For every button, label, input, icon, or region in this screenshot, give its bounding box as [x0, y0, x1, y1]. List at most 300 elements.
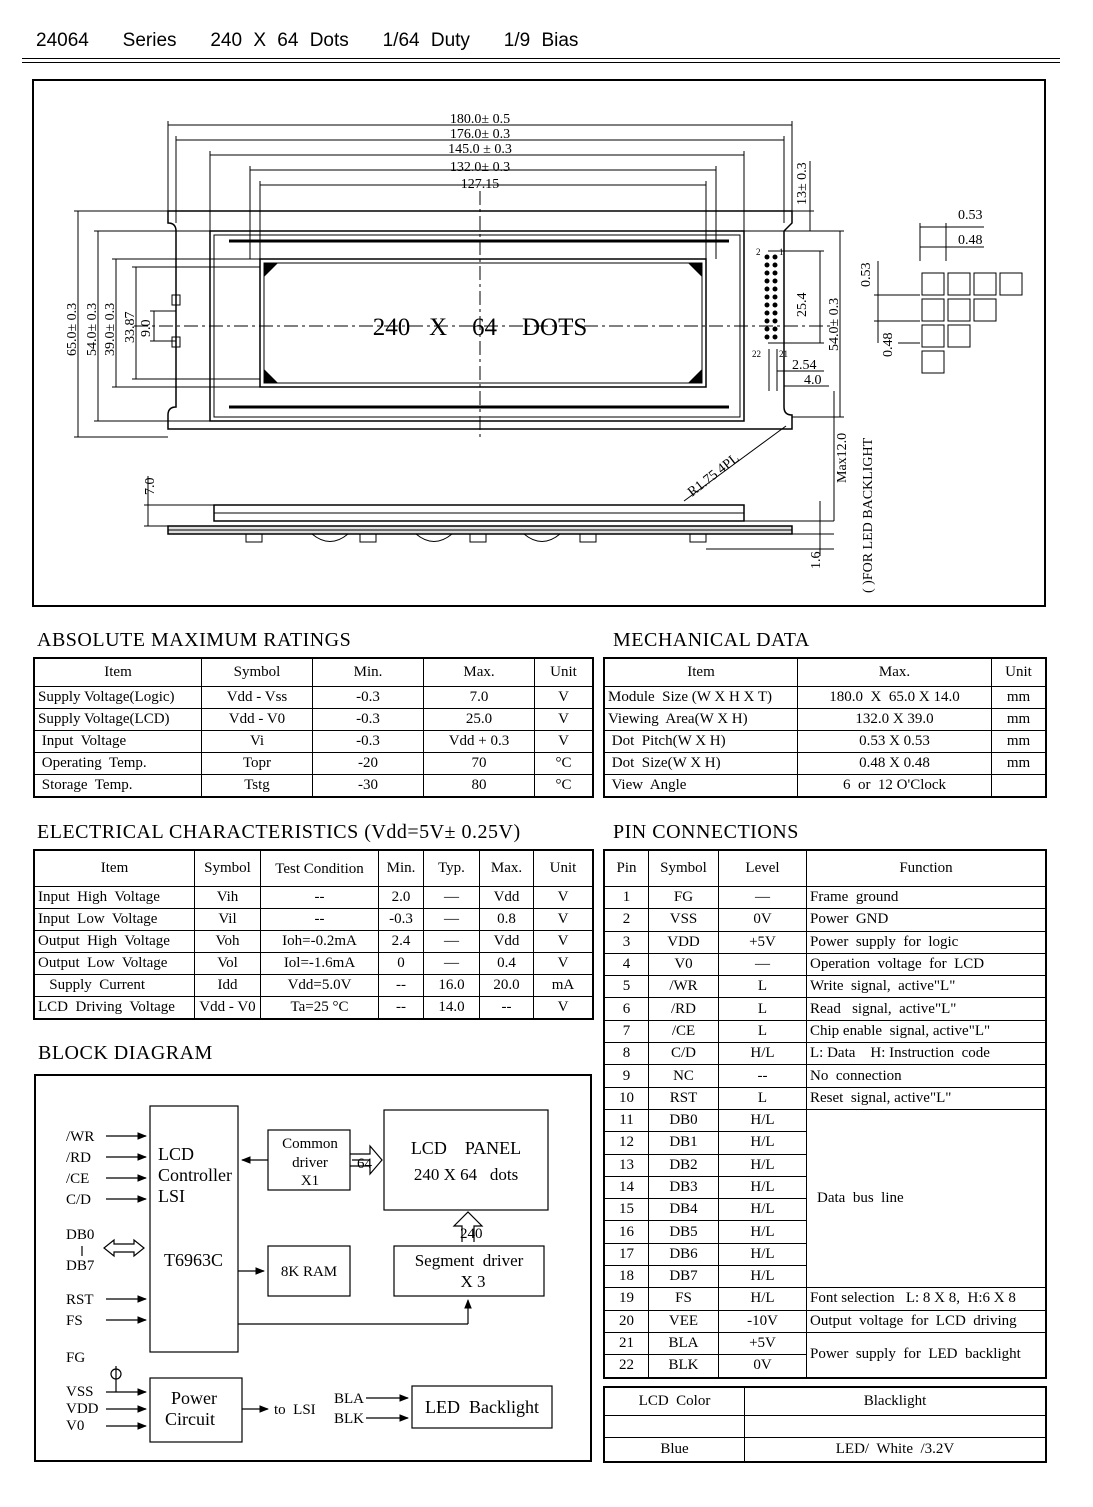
cell: 20.0: [480, 975, 534, 997]
backlight-power-cell: Power supply for LED backlight: [807, 1332, 1046, 1377]
cell: H/L: [719, 1221, 807, 1243]
cell: 4: [605, 953, 649, 975]
cell: —: [424, 887, 480, 909]
cell: Supply Voltage(Logic): [35, 687, 202, 709]
cell: /WR: [649, 976, 719, 998]
table-header: [35, 659, 593, 687]
dot-grid-detail: [922, 273, 1022, 373]
led-label: LED Backlight: [425, 1397, 539, 1417]
cell: 0.53 X 0.53: [798, 731, 992, 753]
dim-132: 132.0± 0.3: [449, 160, 511, 175]
cell: Vdd - V0: [195, 997, 261, 1019]
cell: View Angle: [605, 775, 798, 797]
table-row: [605, 775, 1046, 797]
cell: —: [719, 953, 807, 975]
table-row: [605, 976, 1046, 998]
cell: Vil: [195, 909, 261, 931]
cell: 19: [605, 1288, 649, 1310]
cell: 7: [605, 1020, 649, 1042]
lsi-chip: T6963C: [164, 1250, 224, 1270]
header-cell: Min.: [313, 659, 424, 687]
cell: FG: [649, 887, 719, 909]
table-row: [35, 775, 593, 797]
cell: 80: [424, 775, 535, 797]
abs-max-title: ABSOLUTE MAXIMUM RATINGS: [37, 629, 352, 651]
cell: V: [534, 997, 593, 1019]
cell: —: [719, 887, 807, 909]
cell: -0.3: [379, 909, 424, 931]
cell: 11: [605, 1109, 649, 1131]
header-cell: Blacklight: [745, 1388, 1046, 1416]
pins-title: PIN CONNECTIONS: [613, 821, 799, 843]
cell: 0.8: [480, 909, 534, 931]
table-row: [35, 953, 593, 975]
cell: L: [719, 1087, 807, 1109]
pin-label-21: 21: [779, 349, 788, 359]
cell: 0.4: [480, 953, 534, 975]
cell: 7.0: [424, 687, 535, 709]
mechanical-drawing: [34, 81, 1044, 605]
bla-label: BLA: [334, 1391, 364, 1407]
cell: V0: [649, 953, 719, 975]
cell: RST: [649, 1087, 719, 1109]
header-cell: Symbol: [649, 851, 719, 887]
panel-line-1: LCD PANEL: [410, 1138, 522, 1158]
cell: mm: [992, 731, 1046, 753]
power-line-1: Power: [171, 1388, 217, 1408]
cell: --: [261, 887, 379, 909]
cell: DB5: [649, 1221, 719, 1243]
dim-9: 9.0: [139, 319, 154, 337]
cell: H/L: [719, 1243, 807, 1265]
cell: --: [719, 1065, 807, 1087]
cell: H/L: [719, 1043, 807, 1065]
seg-line-2: X 3: [460, 1272, 486, 1291]
cell: FS: [649, 1288, 719, 1310]
sig-fg: FG: [66, 1350, 86, 1366]
cell: Idd: [195, 975, 261, 997]
connector-pins: [765, 255, 778, 340]
cell: L: [719, 1020, 807, 1042]
table-row: [35, 731, 593, 753]
cell: /CE: [649, 1020, 719, 1042]
cell: L: [719, 998, 807, 1020]
mech-table: [604, 658, 1046, 797]
cell: --: [379, 997, 424, 1019]
table-row: [605, 731, 1046, 753]
cell: Chip enable signal, active"L": [807, 1020, 1046, 1042]
header-cell: Max.: [798, 659, 992, 687]
cell: 12: [605, 1132, 649, 1154]
dim-54-right: 54.0± 0.3: [827, 297, 842, 351]
dim-39: 39.0± 0.3: [103, 302, 118, 356]
cell: Topr: [202, 753, 313, 775]
dim-4: 4.0: [804, 373, 822, 388]
dot-size-v: 0.48: [881, 332, 896, 357]
cell: V: [535, 687, 593, 709]
table-header: [605, 851, 1046, 887]
table-row: [35, 997, 593, 1019]
sig-rd: /RD: [66, 1150, 92, 1166]
cell: 8: [605, 1043, 649, 1065]
cell: Iol=-1.6mA: [261, 953, 379, 975]
header-cell: Min.: [379, 851, 424, 887]
cell: 15: [605, 1199, 649, 1221]
lsi-line-2: Controller: [158, 1165, 232, 1185]
cell: Reset signal, active"L": [807, 1087, 1046, 1109]
header-cell: Item: [35, 659, 202, 687]
sig-rst: RST: [66, 1292, 94, 1308]
cell: Viewing Area(W X H): [605, 709, 798, 731]
header-cell: Level: [719, 851, 807, 887]
sig-ce: /CE: [66, 1171, 90, 1187]
table-row: [605, 998, 1046, 1020]
sig-db7: DB7: [66, 1258, 95, 1274]
table-row: [605, 1438, 1046, 1462]
common-line-1: Common: [282, 1136, 338, 1152]
cell: [745, 1416, 1046, 1438]
cell: V: [534, 887, 593, 909]
cell: Vih: [195, 887, 261, 909]
cell: --: [480, 997, 534, 1019]
header-cell: Max.: [480, 851, 534, 887]
lsi-line-1: LCD: [158, 1144, 194, 1164]
cell: DB3: [649, 1176, 719, 1198]
cell: [992, 775, 1046, 797]
dot-size-h: 0.48: [958, 233, 983, 248]
ram-label: 8K RAM: [280, 1264, 338, 1280]
cell: 18: [605, 1266, 649, 1288]
cell: mA: [534, 975, 593, 997]
cell: °C: [535, 775, 593, 797]
header-cell: Test Condition: [261, 851, 379, 887]
table-row: [605, 1310, 1046, 1332]
cell: H/L: [719, 1109, 807, 1131]
panel-line-2: 240 X 64 dots: [413, 1165, 519, 1184]
cell: Power GND: [807, 909, 1046, 931]
cell: Vdd + 0.3: [424, 731, 535, 753]
dot-pitch-h: 0.53: [958, 208, 983, 223]
cell: Read signal, active"L": [807, 998, 1046, 1020]
cell: BLA: [649, 1332, 719, 1354]
lsi-block: [150, 1106, 238, 1352]
to-lsi: to LSI: [274, 1402, 316, 1418]
elec-table: [34, 850, 593, 1019]
cell: LCD Driving Voltage: [35, 997, 195, 1019]
header-cell: Symbol: [202, 659, 313, 687]
cell: Vdd: [480, 887, 534, 909]
cell: DB4: [649, 1199, 719, 1221]
led-note: ( )FOR LED BACKLIGHT: [861, 437, 876, 593]
dim-2-54: 2.54: [792, 358, 817, 373]
cell: 2.0: [379, 887, 424, 909]
cell: 2: [605, 909, 649, 931]
abs-max-table: [34, 658, 593, 797]
header-cell: Symbol: [195, 851, 261, 887]
table-header: [605, 1388, 1046, 1416]
cell: 17: [605, 1243, 649, 1265]
cell: DB2: [649, 1154, 719, 1176]
table-row: [605, 909, 1046, 931]
table-row: [605, 709, 1046, 731]
seg-line-1: Segment driver: [414, 1251, 524, 1270]
radius-label: R1.75 4PL: [685, 450, 743, 501]
table-row: [605, 1043, 1046, 1065]
table-row: [605, 1416, 1046, 1438]
table-row: [35, 887, 593, 909]
header-cell: Function: [807, 851, 1046, 887]
cell: 16.0: [424, 975, 480, 997]
cell: Vdd: [480, 931, 534, 953]
dim-254: 25.4: [795, 292, 810, 317]
dim-180: 180.0± 0.5: [449, 112, 511, 127]
table-row: [605, 753, 1046, 775]
cell: Output voltage for LCD driving: [807, 1310, 1046, 1332]
cell: --: [379, 975, 424, 997]
header-rule-2: [22, 62, 1060, 63]
cell: 14.0: [424, 997, 480, 1019]
cell: 16: [605, 1221, 649, 1243]
header-rule: [22, 58, 1060, 59]
cell: +5V: [719, 931, 807, 953]
cell: DB6: [649, 1243, 719, 1265]
pin-label-22: 22: [752, 349, 761, 359]
table-row: [605, 1065, 1046, 1087]
cell: Vi: [202, 731, 313, 753]
cell: —: [424, 953, 480, 975]
cell: +5V: [719, 1332, 807, 1354]
cell: LED/ White /3.2V: [745, 1438, 1046, 1462]
cell: No connection: [807, 1065, 1046, 1087]
cell: H/L: [719, 1132, 807, 1154]
cell: V: [535, 709, 593, 731]
cell: Output Low Voltage: [35, 953, 195, 975]
lcd-panel-block: [384, 1110, 548, 1210]
cell: -0.3: [313, 731, 424, 753]
sig-vdd: VDD: [66, 1401, 99, 1417]
cell: Vdd - Vss: [202, 687, 313, 709]
cell: DB7: [649, 1266, 719, 1288]
cell: 9: [605, 1065, 649, 1087]
cell: 1: [605, 887, 649, 909]
sig-db0: DB0: [66, 1227, 95, 1243]
cell: °C: [535, 753, 593, 775]
common-line-3: X1: [300, 1173, 320, 1189]
cell: -20: [313, 753, 424, 775]
cell: L: [719, 976, 807, 998]
table-row: [35, 975, 593, 997]
cell: C/D: [649, 1043, 719, 1065]
cell: Operation voltage for LCD: [807, 953, 1046, 975]
cell: Supply Voltage(LCD): [35, 709, 202, 731]
cell: 14: [605, 1176, 649, 1198]
bus-240: 240: [460, 1226, 483, 1242]
cell: 21: [605, 1332, 649, 1354]
cell: 5: [605, 976, 649, 998]
cell: Ta=25 °C: [261, 997, 379, 1019]
table-row: [35, 687, 593, 709]
cell: V: [534, 931, 593, 953]
cell: VEE: [649, 1310, 719, 1332]
cell: L: Data H: Instruction code: [807, 1043, 1046, 1065]
table-row: [35, 909, 593, 931]
cell: 22: [605, 1355, 649, 1377]
header-cell: Item: [35, 851, 195, 887]
cell: mm: [992, 709, 1046, 731]
table-row: [605, 687, 1046, 709]
table-row: [605, 931, 1046, 953]
table-row: [605, 1109, 1046, 1131]
cell: H/L: [719, 1154, 807, 1176]
cell: Module Size (W X H X T): [605, 687, 798, 709]
table-row: [605, 1288, 1046, 1310]
sig-cd: C/D: [66, 1192, 92, 1208]
block-title: BLOCK DIAGRAM: [38, 1042, 213, 1064]
table-row: [35, 753, 593, 775]
cell: 132.0 X 39.0: [798, 709, 992, 731]
cell: 0V: [719, 909, 807, 931]
power-line-2: Circuit: [165, 1409, 215, 1429]
cell: Font selection L: 8 X 8, H:6 X 8: [807, 1288, 1046, 1310]
cell: —: [424, 931, 480, 953]
dim-7: 7.0: [143, 477, 158, 495]
dim-1-6: 1.6: [809, 551, 824, 569]
cell: Operating Temp.: [35, 753, 202, 775]
table-header: [605, 659, 1046, 687]
center-label: 240 X 64 DOTS: [372, 314, 588, 341]
dim-65: 65.0± 0.3: [65, 302, 80, 356]
table-row: [605, 887, 1046, 909]
cell: Dot Size(W X H): [605, 753, 798, 775]
cell: [605, 1416, 745, 1438]
cell: VSS: [649, 909, 719, 931]
cell: 13: [605, 1154, 649, 1176]
header-cell: Unit: [535, 659, 593, 687]
cell: Blue: [605, 1438, 745, 1462]
header-cell: Pin: [605, 851, 649, 887]
cell: Tstg: [202, 775, 313, 797]
cell: -0.3: [313, 687, 424, 709]
block-diagram: [36, 1076, 590, 1460]
sig-vss: VSS: [66, 1384, 94, 1400]
cell: 0.48 X 0.48: [798, 753, 992, 775]
cell: H/L: [719, 1288, 807, 1310]
cell: 180.0 X 65.0 X 14.0: [798, 687, 992, 709]
cell: V: [535, 731, 593, 753]
cell: H/L: [719, 1266, 807, 1288]
cell: Vdd - V0: [202, 709, 313, 731]
header-cell: Unit: [534, 851, 593, 887]
dim-54: 54.0± 0.3: [85, 302, 100, 356]
cell: Input High Voltage: [35, 887, 195, 909]
header-cell: Unit: [992, 659, 1046, 687]
table-row: [605, 953, 1046, 975]
table-row: [605, 1087, 1046, 1109]
cell: -30: [313, 775, 424, 797]
cell: -0.3: [313, 709, 424, 731]
cell: BLK: [649, 1355, 719, 1377]
cell: V: [534, 909, 593, 931]
cell: Write signal, active"L": [807, 976, 1046, 998]
cell: Storage Temp.: [35, 775, 202, 797]
bus-64: 64: [357, 1156, 372, 1172]
sig-fs: FS: [66, 1313, 83, 1329]
cell: Vol: [195, 953, 261, 975]
cell: 10: [605, 1087, 649, 1109]
dim-176: 176.0± 0.3: [449, 127, 511, 142]
pin-label-2: 2: [756, 247, 761, 257]
mech-title: MECHANICAL DATA: [613, 629, 810, 651]
cell: mm: [992, 753, 1046, 775]
cell: 20: [605, 1310, 649, 1332]
pins-table: [604, 850, 1046, 1378]
sig-v0: V0: [66, 1418, 85, 1434]
header-cell: Typ.: [424, 851, 480, 887]
cell: Input Voltage: [35, 731, 202, 753]
common-line-2: driver: [292, 1155, 328, 1171]
cell: Dot Pitch(W X H): [605, 731, 798, 753]
dot-pitch-v: 0.53: [859, 262, 874, 287]
header-cell: LCD Color: [605, 1388, 745, 1416]
block-diagram-frame: [34, 1074, 592, 1462]
header-cell: Item: [605, 659, 798, 687]
cell: Power supply for logic: [807, 931, 1046, 953]
cell: 6 or 12 O'Clock: [798, 775, 992, 797]
cell: H/L: [719, 1199, 807, 1221]
cell: Input Low Voltage: [35, 909, 195, 931]
cell: V: [534, 953, 593, 975]
cell: DB1: [649, 1132, 719, 1154]
cell: 6: [605, 998, 649, 1020]
table-row: [35, 709, 593, 731]
drawing-frame: [32, 79, 1046, 607]
table-row: [605, 1020, 1046, 1042]
cell: Output High Voltage: [35, 931, 195, 953]
cell: 0V: [719, 1355, 807, 1377]
cell: Supply Current: [35, 975, 195, 997]
table-header: [35, 851, 593, 887]
cell: 3: [605, 931, 649, 953]
cell: --: [261, 909, 379, 931]
color-table: [604, 1387, 1046, 1462]
table-row: [605, 1332, 1046, 1354]
page-header-title: 24064 Series 240 X 64 Dots 1/64 Duty 1/9 Bias: [36, 30, 579, 51]
max12-label: Max12.0: [835, 432, 850, 483]
cell: -10V: [719, 1310, 807, 1332]
dim-127: 127.15: [460, 177, 500, 192]
lsi-line-3: LSI: [158, 1186, 185, 1206]
cell: 2.4: [379, 931, 424, 953]
dim-3387: 33.87: [123, 311, 138, 343]
header-cell: Max.: [424, 659, 535, 687]
data-bus-cell: Data bus line: [807, 1109, 1046, 1287]
pin-label-1: 1: [779, 247, 784, 257]
table-row: [35, 931, 593, 953]
cell: Ioh=-0.2mA: [261, 931, 379, 953]
dim-145: 145.0 ± 0.3: [448, 142, 512, 157]
cell: 70: [424, 753, 535, 775]
cell: H/L: [719, 1176, 807, 1198]
elec-title: ELECTRICAL CHARACTERISTICS (Vdd=5V± 0.25V): [37, 821, 521, 843]
cell: Vdd=5.0V: [261, 975, 379, 997]
cell: VDD: [649, 931, 719, 953]
blk-label: BLK: [334, 1411, 364, 1427]
dim-13: 13± 0.3: [795, 162, 810, 205]
cell: mm: [992, 687, 1046, 709]
sig-wr: /WR: [66, 1129, 95, 1145]
cell: —: [424, 909, 480, 931]
cell: /RD: [649, 998, 719, 1020]
